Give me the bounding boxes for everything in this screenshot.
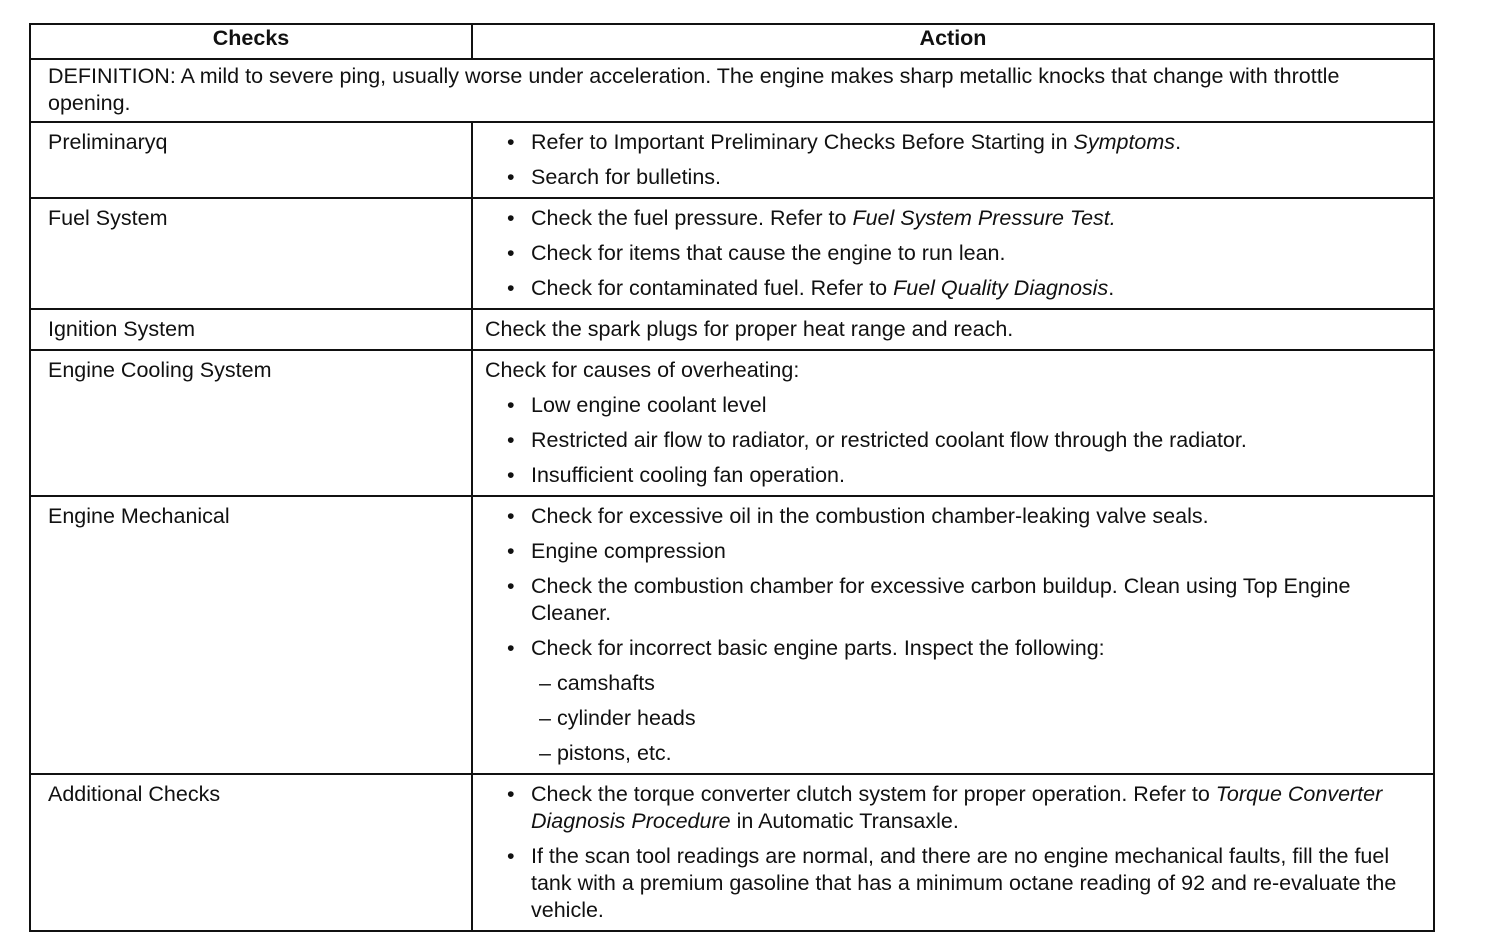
table-row <box>30 198 1434 309</box>
header-action: Action <box>472 24 1434 59</box>
action-bullet: • Insufficient cooling fan operation. <box>507 462 1415 489</box>
diagnostic-table <box>29 23 1435 932</box>
action-bullet: • Refer to Important Preliminary Checks Before Starting in Symptoms. <box>507 129 1415 156</box>
check-label: Engine Mechanical <box>30 496 472 774</box>
action-cell <box>472 198 1434 309</box>
action-cell <box>472 774 1434 931</box>
table-row <box>30 309 1434 350</box>
action-bullet: • Check for contaminated fuel. Refer to Fuel Quality Diagnosis. <box>507 275 1415 302</box>
check-label: Ignition System <box>30 309 472 350</box>
action-bullet: • Check for incorrect basic engine parts. Inspect the following: – camshafts – cylinder heads – pistons, etc. <box>507 635 1415 767</box>
action-text: Check the spark plugs for proper heat range and reach. <box>472 309 1434 350</box>
action-bullet: • Check for items that cause the engine to run lean. <box>507 240 1415 267</box>
table-row <box>30 122 1434 198</box>
header-row <box>30 24 1434 59</box>
action-cell <box>472 496 1434 774</box>
action-bullet: • Check the combustion chamber for excessive carbon buildup. Clean using Top Engine Cleaner. <box>507 573 1415 627</box>
check-label: Engine Cooling System <box>30 350 472 496</box>
action-cell <box>472 350 1434 496</box>
table-row <box>30 774 1434 931</box>
action-cell <box>472 122 1434 198</box>
check-label: Fuel System <box>30 198 472 309</box>
action-intro: Check for causes of overheating: <box>485 358 800 382</box>
sub-item: – pistons, etc. <box>539 740 1415 767</box>
action-bullet: • Low engine coolant level <box>507 392 1415 419</box>
header-checks: Checks <box>30 24 472 59</box>
table-row <box>30 496 1434 774</box>
action-bullet: • Check the fuel pressure. Refer to Fuel System Pressure Test. <box>507 205 1415 232</box>
definition-row <box>30 59 1434 122</box>
table-row <box>30 350 1434 496</box>
check-label: Additional Checks <box>30 774 472 931</box>
action-bullet: • Restricted air flow to radiator, or restricted coolant flow through the radiator. <box>507 427 1415 454</box>
check-label: Preliminaryq <box>30 122 472 198</box>
action-bullet: • If the scan tool readings are normal, and there are no engine mechanical faults, fill the fuel tank with a premium gasoline that has a minimum octane reading of 92 and re-evaluate the vehicle. <box>507 843 1415 924</box>
sub-item: – cylinder heads <box>539 705 1415 732</box>
definition-text: DEFINITION: A mild to severe ping, usually worse under acceleration. The engine makes sharp metallic knocks that change with throttle opening. <box>30 59 1434 122</box>
action-bullet: • Check for excessive oil in the combustion chamber-leaking valve seals. <box>507 503 1415 530</box>
sub-item: – camshafts <box>539 670 1415 697</box>
action-bullet: • Search for bulletins. <box>507 164 1415 191</box>
action-bullet: • Engine compression <box>507 538 1415 565</box>
action-bullet: • Check the torque converter clutch system for proper operation. Refer to Torque Converter Diagnosis Procedure in Automatic Transaxle. <box>507 781 1415 835</box>
